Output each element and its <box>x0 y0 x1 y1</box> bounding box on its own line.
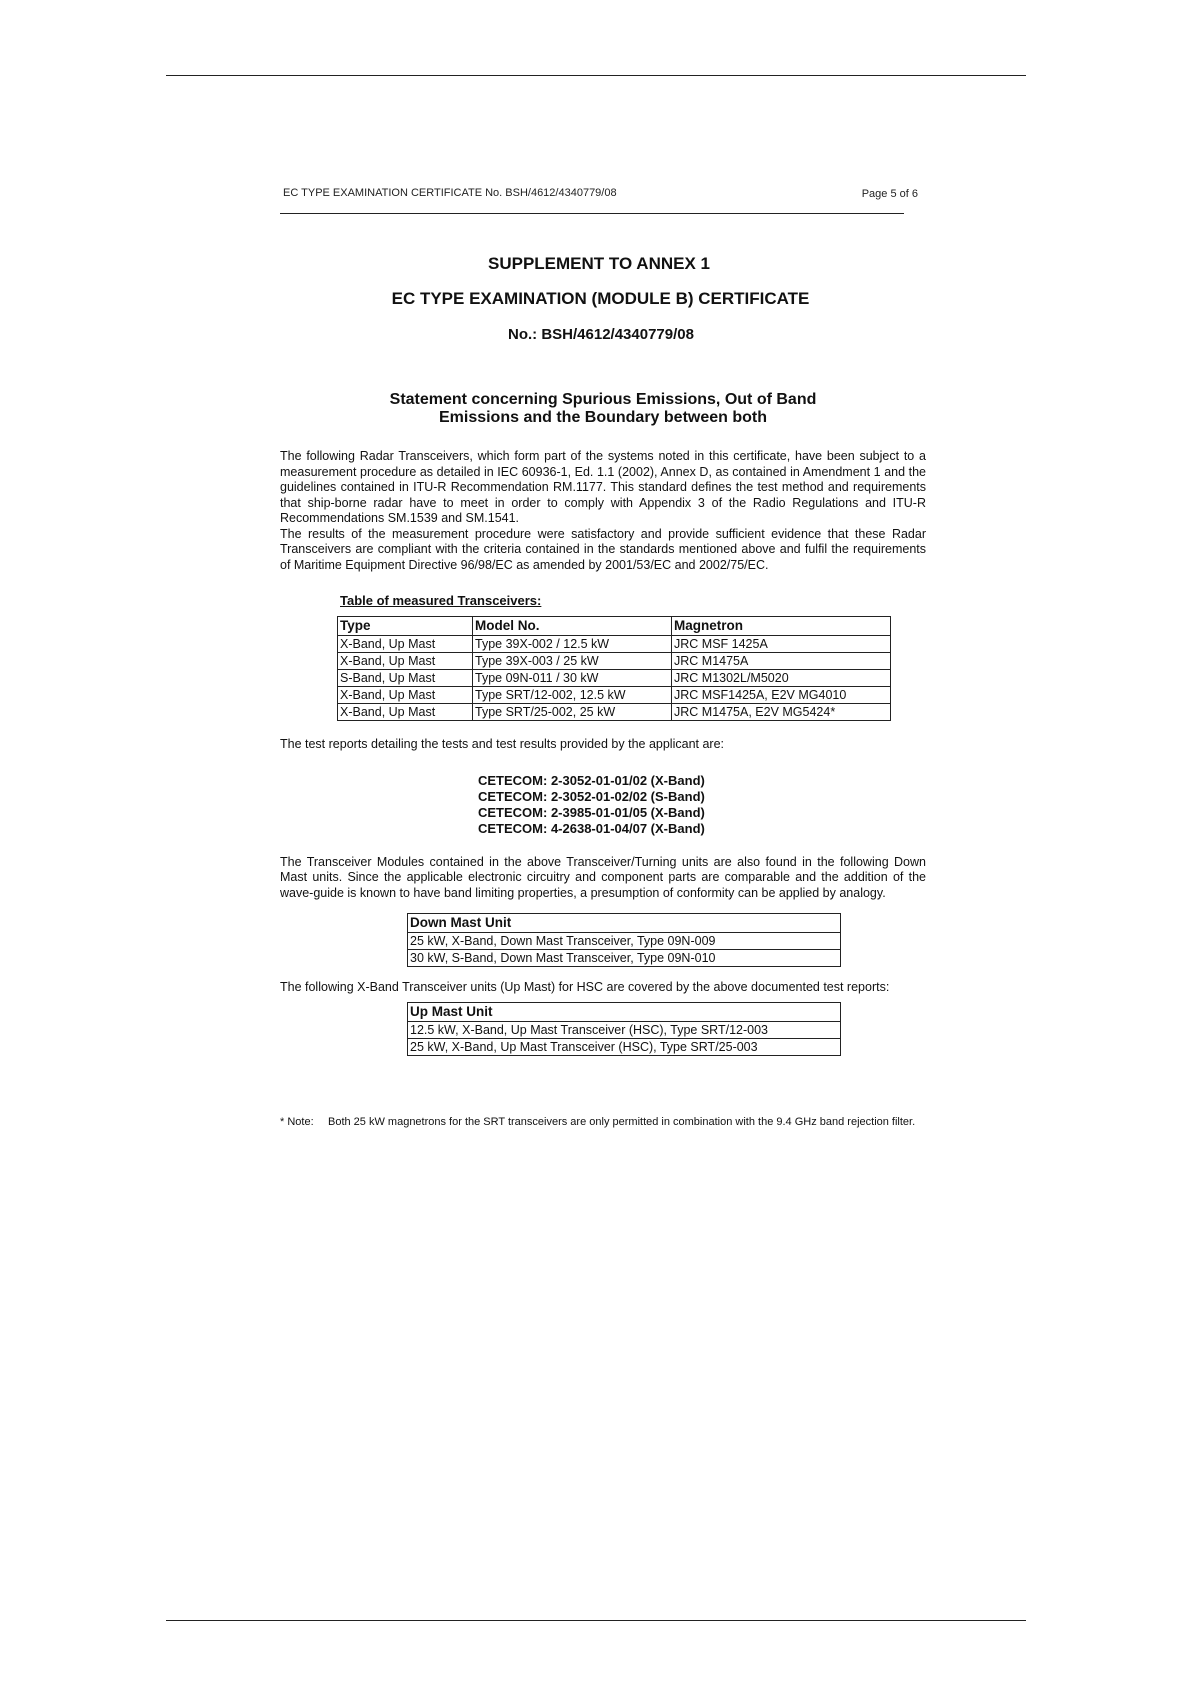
reports-intro: The test reports detailing the tests and test results provided by the applicant are: <box>280 737 725 751</box>
cell-unit: 30 kW, S-Band, Down Mast Transceiver, Type 09N-010 <box>408 950 841 967</box>
certificate-reference: EC TYPE EXAMINATION CERTIFICATE No. BSH/4612/4340779/08 <box>283 187 617 199</box>
cell-magnetron: JRC M1475A <box>672 653 891 670</box>
cell-type: X-Band, Up Mast <box>338 636 473 653</box>
footnote-text: Both 25 kW magnetrons for the SRT transceivers are only permitted in combination with the 9.4 GHz band rejection filter. <box>328 1115 916 1128</box>
cell-type: X-Band, Up Mast <box>338 653 473 670</box>
certificate-title: EC TYPE EXAMINATION (MODULE B) CERTIFICATE <box>391 289 810 308</box>
cell-magnetron: JRC M1302L/M5020 <box>672 670 891 687</box>
column-header-type: Type <box>338 617 473 636</box>
table-row <box>338 687 891 704</box>
cell-model: Type 39X-003 / 25 kW <box>473 653 672 670</box>
statement-heading <box>280 391 926 427</box>
page-bottom-rule <box>166 1620 1026 1621</box>
down-mast-paragraph: The Transceiver Modules contained in the above Transceiver/Turning units are also found in the following Down Mast units. Since the applicable electronic circuitry and component parts are comparable and the addition of the wave-guide is known to have band limiting properties, a presumption of conformity can be applied by analogy. <box>280 854 926 900</box>
up-mast-table <box>407 1002 841 1056</box>
certificate-page <box>280 180 926 1129</box>
title-block <box>280 254 926 343</box>
intro-paragraph: The following Radar Transceivers, which form part of the systems noted in this certificate, have been subject to a measurement procedure as detailed in IEC 60936-1, Ed. 1.1 (2002), Annex D, as contained in Amendment 1 and the guidelines contained in ITU-R Recommendation RM.1177. This standard defines the test method and requirements that ship-borne radar have to meet in order to comply with Appendix 3 of the Radio Regulations and ITU-R Recommendations SM.1539 and SM.1541. <box>280 449 926 525</box>
cell-model: Type 39X-002 / 12.5 kW <box>473 636 672 653</box>
cell-unit: 25 kW, X-Band, Up Mast Transceiver (HSC), Type SRT/25-003 <box>408 1038 841 1055</box>
down-mast-table <box>407 913 841 967</box>
cell-model: Type SRT/12-002, 12.5 kW <box>473 687 672 704</box>
table-row <box>408 933 841 950</box>
table-header-row <box>408 1002 841 1021</box>
certificate-number: No.: BSH/4612/4340779/08 <box>508 326 694 343</box>
list-item: CETECOM: 2-3985-01-01/05 (X-Band) <box>478 804 705 820</box>
cell-model: Type 09N-011 / 30 kW <box>473 670 672 687</box>
running-header <box>280 180 926 206</box>
footnote-label: * Note: <box>280 1115 314 1128</box>
table-row <box>408 1038 841 1055</box>
cell-type: X-Band, Up Mast <box>338 687 473 704</box>
list-item: CETECOM: 2-3052-01-02/02 (S-Band) <box>478 788 705 804</box>
list-item: CETECOM: 4-2638-01-04/07 (X-Band) <box>478 820 705 836</box>
cell-model: Type SRT/25-002, 25 kW <box>473 704 672 721</box>
cell-magnetron: JRC MSF1425A, E2V MG4010 <box>672 687 891 704</box>
cell-magnetron: JRC M1475A, E2V MG5424* <box>672 704 891 721</box>
table-row <box>408 950 841 967</box>
column-header-up-mast-unit: Up Mast Unit <box>408 1002 841 1021</box>
transceivers-table-title: Table of measured Transceivers: <box>340 593 542 608</box>
table-row <box>408 1021 841 1038</box>
statement-heading-line-2: Emissions and the Boundary between both <box>438 409 768 426</box>
test-reports-list <box>478 773 926 837</box>
column-header-model: Model No. <box>473 617 672 636</box>
statement-heading-line-1: Statement concerning Spurious Emissions, Out of Band <box>389 391 817 408</box>
table-row <box>338 653 891 670</box>
supplement-title: SUPPLEMENT TO ANNEX 1 <box>488 254 710 273</box>
page-top-rule <box>166 75 1026 76</box>
cell-unit: 12.5 kW, X-Band, Up Mast Transceiver (HSC), Type SRT/12-003 <box>408 1021 841 1038</box>
footnote <box>280 1116 926 1129</box>
table-row <box>338 704 891 721</box>
header-rule <box>280 213 904 214</box>
cell-type: X-Band, Up Mast <box>338 704 473 721</box>
page-number: Page 5 of 6 <box>861 188 918 200</box>
column-header-magnetron: Magnetron <box>672 617 891 636</box>
table-header-row <box>408 914 841 933</box>
column-header-down-mast-unit: Down Mast Unit <box>408 914 841 933</box>
results-paragraph: The results of the measurement procedure were satisfactory and provide sufficient evidence that these Radar Transceivers are compliant with the criteria contained in the standards mentioned above and fulfil the requirements of Maritime Equipment Directive 96/98/EC as amended by 2001/53/EC and 2002/75/EC. <box>280 526 926 572</box>
cell-unit: 25 kW, X-Band, Down Mast Transceiver, Type 09N-009 <box>408 933 841 950</box>
up-mast-paragraph: The following X-Band Transceiver units (Up Mast) for HSC are covered by the above documented test reports: <box>280 980 890 994</box>
table-row <box>338 670 891 687</box>
cell-type: S-Band, Up Mast <box>338 670 473 687</box>
transceivers-table <box>337 616 891 721</box>
list-item: CETECOM: 2-3052-01-01/02 (X-Band) <box>478 772 705 788</box>
table-row <box>338 636 891 653</box>
cell-magnetron: JRC MSF 1425A <box>672 636 891 653</box>
table-header-row <box>338 617 891 636</box>
